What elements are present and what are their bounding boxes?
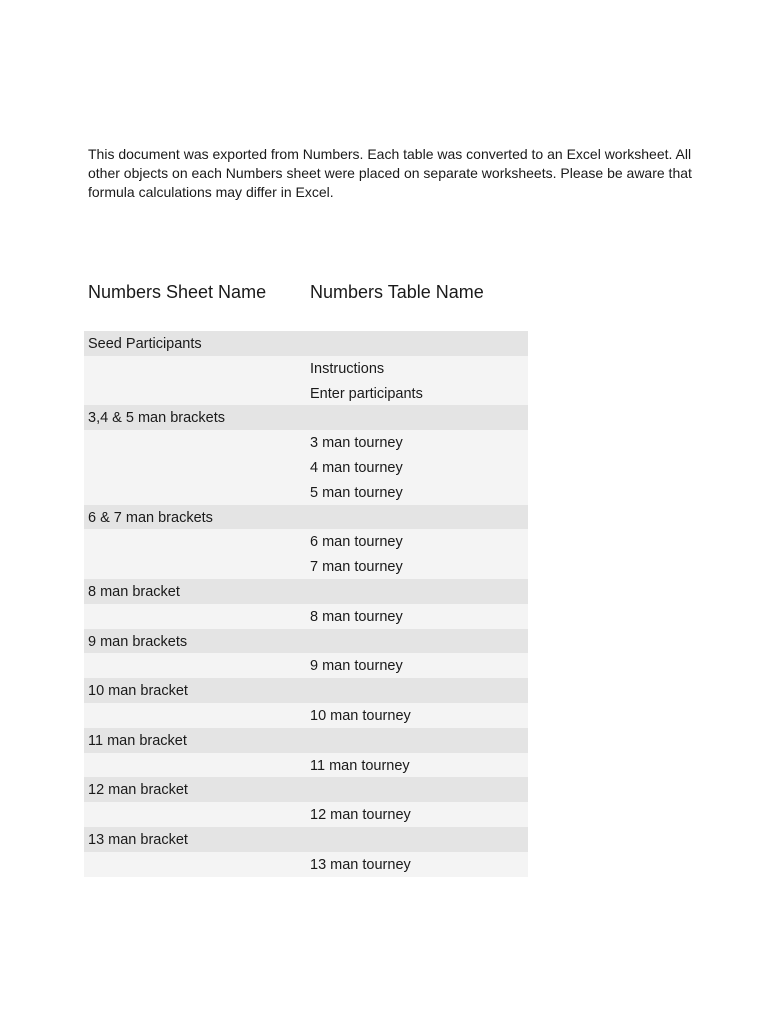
sheet-row [84,678,528,703]
sheet-row [84,331,528,356]
table-row [84,455,528,480]
sheet-name-cell: 10 man bracket [88,683,188,700]
sheet-name-cell: 9 man brackets [88,633,188,650]
sheet-row [84,728,528,753]
table-row [84,703,528,728]
table-row [84,554,528,579]
sheet-name-cell: 6 & 7 man brackets [88,509,213,526]
sheet-name-cell: 3,4 & 5 man brackets [88,410,226,427]
table-name-cell: 10 man tourney [310,707,411,724]
table-row [84,653,528,678]
table-name-cell: Enter participants [310,385,423,402]
sheet-name-cell: 8 man bracket [88,583,180,600]
table-row [84,430,528,455]
notice-line-3: formula calculations may differ in Excel. [88,184,334,200]
table-row [84,480,528,505]
sheet-name-cell: 11 man bracket [88,732,187,749]
table-name-cell: 9 man tourney [310,658,403,675]
sheet-name-cell: 13 man bracket [88,831,188,848]
table-row [84,852,528,877]
notice-line-1: This document was exported from Numbers. Each table was converted to an Excel worksheet. All [88,146,692,162]
table-name-cell: 3 man tourney [310,435,403,452]
table-name-header: Numbers Table Name [310,282,484,302]
table-row [84,356,528,381]
sheet-name-header: Numbers Sheet Name [88,282,267,302]
table-name-cell: Instructions [310,360,385,377]
sheet-row [84,579,528,604]
table-name-cell: 4 man tourney [310,459,403,476]
sheet-name-cell: 12 man bracket [88,782,188,799]
table-row [84,753,528,778]
sheet-row [84,405,528,430]
table-row [84,802,528,827]
table-name-cell: 6 man tourney [310,534,403,551]
table-row [84,529,528,554]
table-row [84,604,528,629]
table-name-cell: 8 man tourney [310,608,403,625]
notice-line-2: other objects on each Numbers sheet were placed on separate worksheets. Please be aware that [88,165,692,181]
sheet-table-list [84,331,528,877]
table-name-cell: 11 man tourney [310,757,410,774]
table-row [84,381,528,406]
sheet-row [84,505,528,530]
sheet-row [84,629,528,654]
table-name-cell: 13 man tourney [310,856,411,873]
table-name-cell: 12 man tourney [310,807,411,824]
table-name-cell: 7 man tourney [310,559,403,576]
export-notice [88,145,692,202]
table-name-cell: 5 man tourney [310,484,403,501]
sheet-row [84,777,528,802]
sheet-row [84,827,528,852]
table-header [0,282,528,306]
sheet-name-cell: Seed Participants [88,336,202,352]
